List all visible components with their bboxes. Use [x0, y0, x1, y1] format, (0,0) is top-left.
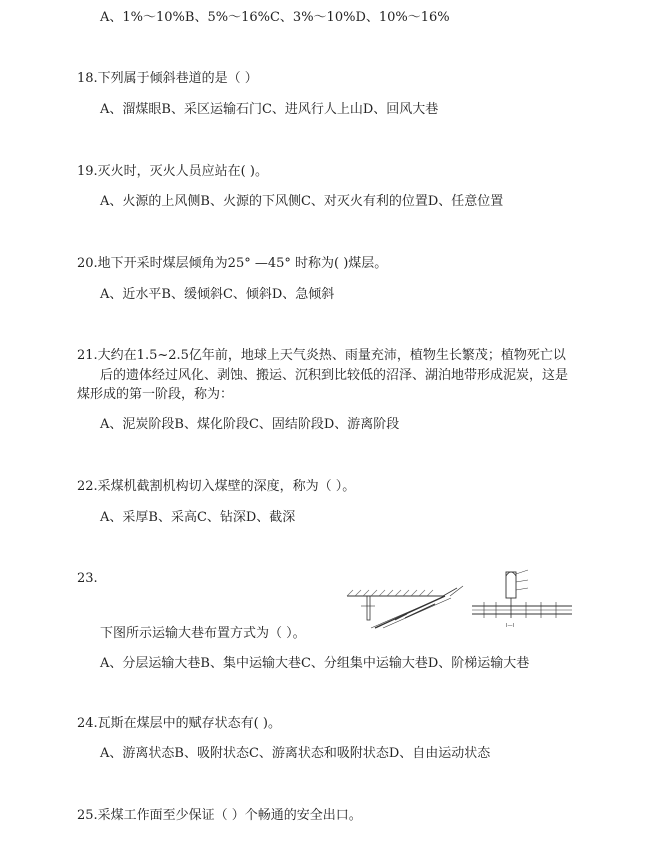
section-label: I—I: [506, 623, 514, 629]
q19-options: A、火源的上风侧B、火源的下风侧C、对灭火有利的位置D、任意位置: [100, 194, 504, 209]
q17-options: A、1%～10%B、5%～16%C、3%～10%D、10%～16%: [100, 10, 450, 25]
q21-stem-line1: 21.大约在1.5~2.5亿年前，地球上天气炎热、雨量充沛，植物生长繁茂；植物死亡以: [77, 348, 566, 363]
q18-stem: 18.下列属于倾斜巷道的是（ ）: [77, 71, 258, 86]
q20-options: A、近水平B、缓倾斜C、倾斜D、急倾斜: [100, 287, 335, 302]
q24-stem: 24.瓦斯在煤层中的赋存状态有( )。: [77, 716, 281, 731]
q20-stem: 20.地下开采时煤层倾角为25° —45° 时称为( )煤层。: [77, 256, 388, 271]
q24-options: A、游离状态B、吸附状态C、游离状态和吸附状态D、自由运动状态: [100, 746, 491, 761]
q21-stem-line2: 后的遗体经过风化、剥蚀、搬运、沉积到比较低的沼泽、湖泊地带形成泥炭，这是: [100, 368, 569, 383]
q23-stem: 下图所示运输大巷布置方式为（ ）。: [100, 626, 306, 641]
q22-options: A、采厚B、采高C、钻深D、截深: [100, 510, 296, 525]
q21-options: A、泥炭阶段B、煤化阶段C、固结阶段D、游离阶段: [100, 417, 400, 432]
q25-stem: 25.采煤工作面至少保证（ ）个畅通的安全出口。: [77, 808, 362, 823]
q18-options: A、溜煤眼B、采区运输石门C、进风行人上山D、回风大巷: [100, 102, 439, 117]
q22-stem: 22.采煤机截割机构切入煤壁的深度，称为（ ）。: [77, 479, 356, 494]
q21-stem-line3: 煤形成的第一阶段，称为：: [77, 387, 234, 402]
q19-stem: 19.灭火时，灭火人员应站在( )。: [77, 164, 268, 179]
q23-number: 23.: [77, 571, 98, 586]
q23-options: A、分层运输大巷B、集中运输大巷C、分组集中运输大巷D、阶梯运输大巷: [100, 656, 530, 671]
section-view-figure: [466, 566, 576, 630]
roadway-layout-figure: [345, 584, 465, 634]
